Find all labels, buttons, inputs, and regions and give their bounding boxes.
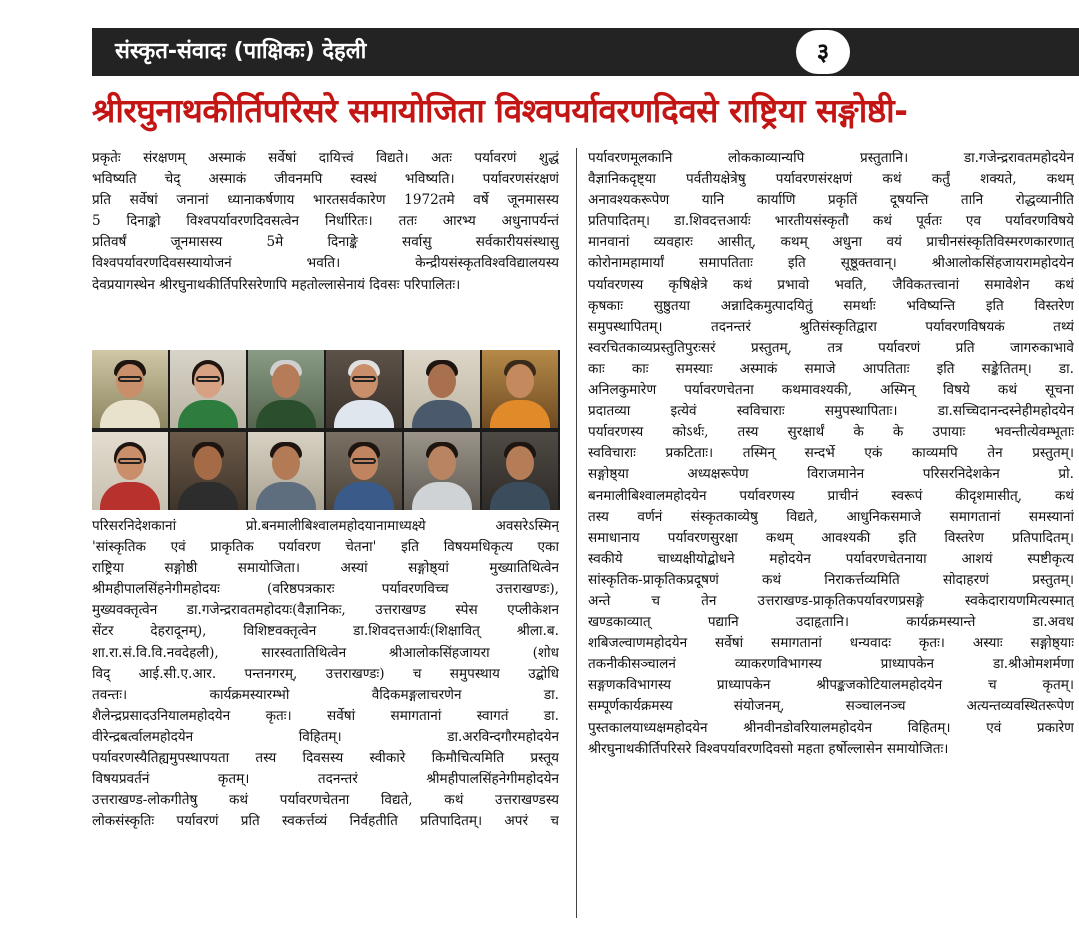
text-line: वीरेन्द्रबर्त्वालमहोदयेन विहितम्। डा.अरविन्दगौरमहोदयेन <box>92 728 559 745</box>
text-line: प्रतिपादितम्। डा.शिवदत्तआर्यः भारतीयसंस्कृतौ कथं पूर्वतः एव पर्यावरणविषये <box>588 213 1074 230</box>
text-line: प्रति सर्वेषां जनानां ध्यानाकर्षणाय भारतसर्वकारेण 1972तमे वर्षे जूनमासस्य <box>92 192 559 209</box>
text-line: वैज्ञानिकदृष्ट्या पर्वतीयक्षेत्रेषु पर्यावरणसंरक्षणं कथं कर्तुं शक्यते, कथम् <box>588 171 1074 188</box>
text-line: शा.रा.सं.वि.वि.नवदेहली), सारस्वतातिथित्वेन श्रीआलोकसिंहजायरा (शोध <box>92 644 559 661</box>
participant-tile <box>404 432 480 510</box>
text-line: श्रीमहीपालसिंहनेगीमहोदयः (वरिष्ठपत्रकारः पर्यावरणविच्च उत्तराखण्डः), <box>92 581 559 598</box>
participant-tile <box>92 350 168 428</box>
text-line: बनमालीबिश्वालमहोदयेन पर्यावरणस्य प्राचीनं स्वरूपं कीदृशमासीत्, कथं <box>588 487 1074 504</box>
text-line: कोरोनामहामार्यां समापतिताः इति सूष्ठूक्तवान्। श्रीआलोकसिंहजायरामहोदयेन <box>588 255 1074 272</box>
text-line: शैलेन्द्रप्रसादउनियालमहोदयेन कृतः। सर्वेषां समागतानां स्वागतं डा. <box>92 707 559 724</box>
page-number-badge: ३ <box>796 30 850 74</box>
column-divider <box>576 148 577 918</box>
text-line: समुपस्थापितम्। तदनन्तरं श्रुतिसंस्कृतिद्वारा पर्यावरणविषयकं तथ्यं <box>588 318 1074 335</box>
text-line: पर्यावरणस्य कोऽर्थः, तस्य सुरक्षार्थं के के उपायाः भवन्तीत्येवम्भूताः <box>588 424 1074 441</box>
participant-tile <box>92 432 168 510</box>
participant-tile <box>482 350 558 428</box>
text-line: परिसरनिदेशकानां प्रो.बनमालीबिश्वालमहोदयानामाध्यक्ष्ये अवसरेऽस्मिन् <box>92 518 559 534</box>
text-line: मानवानां व्यवहारः आसीत्, कथम् अधुना वयं प्राचीनसंस्कृतिविस्मरणकारणात् <box>588 234 1074 251</box>
text-line: उत्तराखण्ड-लोकगीतेषु कथं पर्यावरणचेतना विद्यते, कथं उत्तराखण्डस्य <box>92 792 559 809</box>
text-line: पर्यावरणमूलकानि लोककाव्यान्यपि प्रस्तुतानि। डा.गजेन्द्ररावतमहोदयेन <box>588 150 1074 166</box>
text-line: राष्ट्रिया सङ्गोष्ठी समायोजिता। अस्यां सङ्गोष्ठ्यां मुख्यातिथित्वेन <box>92 560 559 577</box>
text-line: लोकसंस्कृतिः पर्यावरणं प्रति स्वकर्त्तव्यं निर्वहतीति प्रतिपादितम्। अपरं च <box>92 813 559 830</box>
text-line: भविष्यति चेद् अस्माकं जीवनमपि स्वस्थं भविष्यति। पर्यावरणसंरक्षणं <box>92 171 559 188</box>
text-line: प्रतिवर्षं जूनमासस्य 5मे दिनाङ्के सर्वासु सर्वकारीयसंस्थासु <box>92 234 559 251</box>
text-line: सांस्कृतिक-प्राकृतिकप्रदूषणं कथं निराकर्त्तव्यमिति सोदाहरणं प्रस्तुतम्। <box>588 571 1074 588</box>
text-line: श्रीरघुनाथकीर्तिपरिसरे विश्वपर्यावरणदिवसो महता हर्षोल्लासेन समायोजितः। <box>588 740 949 757</box>
participant-tile <box>170 432 246 510</box>
text-line: काः काः समस्याः अस्माकं समाजे आपतिताः इति सङ्केतितम्। डा. <box>588 360 1074 377</box>
text-line: विषयप्रवर्तनं कृतम्। तदनन्तरं श्रीमहीपालसिंहनेगीमहोदयेन <box>92 771 559 788</box>
text-line: 5 दिनाङ्को विश्वपर्यावरणदिवसत्वेन निर्धारितः। ततः आरभ्य अधुनापर्यन्तं <box>92 213 559 230</box>
text-line: सङ्गोष्ठ्या अध्यक्षरूपेण विराजमानेन परिसरनिदेशकेन प्रो. <box>588 466 1074 483</box>
participant-tile <box>248 350 324 428</box>
text-line: देवप्रयागस्थेन श्रीरघुनाथकीर्तिपरिसरेणापि महतोल्लासेनायं दिवसः परिपालितः। <box>92 276 461 293</box>
participant-tile <box>404 350 480 428</box>
article-left-bottom <box>92 516 559 918</box>
text-line: अनिलकुमारेण पर्यावरणचेतना कथमावश्यकी, अस्मिन् विषये कथं सूचना <box>588 382 1074 399</box>
text-line: पर्यावरणस्यैतिह्यमुपस्थापयता तस्य दिवसस्य स्वीकारे किमौचित्यमिति प्रस्तूय <box>92 750 559 767</box>
text-line: कृषकाः सुष्ठुतया अन्नादिकमुत्पादयितुं समर्थाः भविष्यन्ति इति विस्तरेण <box>588 297 1074 314</box>
video-conference-photo <box>92 350 560 510</box>
participant-tile <box>326 432 402 510</box>
article-left-top <box>92 148 559 338</box>
text-line: स्वविचाराः प्रकटिताः। तस्मिन् सन्दर्भे एकं काव्यमपि तेन प्रस्तुतम्। <box>588 445 1074 462</box>
participant-tile <box>248 432 324 510</box>
text-line: 'सांस्कृतिक एवं प्राकृतिक पर्यावरण चेतना' इति विषयमधिकृत्य एका <box>92 539 559 556</box>
text-line: शबिजल्वाणमहोदयेन सर्वेषां समागतानां धन्यवादः कृतः। अस्याः सङ्गोष्ठ्याः <box>588 635 1074 652</box>
text-line: सङ्गणकविभागस्य प्राध्यापकेन श्रीपङ्कजकोटियालमहोदयेन च कृतम्। <box>588 677 1074 694</box>
text-line: समाधानाय पर्यावरणसुरक्षा कथम् आवश्यकी इति विस्तरेण प्रतिपादितम्। <box>588 529 1074 546</box>
text-line: अन्ते च तेन उत्तराखण्ड-प्राकृतिकपर्यावरणप्रसङ्गे स्वकेदारायणमित्यस्मात् <box>588 592 1074 609</box>
article-right-column <box>588 148 1074 918</box>
text-line: प्रदातव्या इत्येवं स्वविचाराः समुपस्थापिताः। डा.सच्चिदानन्दस्नेहीमहोदयेन <box>588 403 1074 420</box>
text-line: अनावश्यकरूपेण यानि कार्याणि प्रकृतिं दूषयन्ति तानि रोद्धव्यानीति <box>588 192 1074 209</box>
text-line: विद् आई.सी.ए.आर. पन्तनगरम्, उत्तराखण्डः) च समुपस्थाय उद्बोधि <box>92 665 559 682</box>
text-line: पुस्तकालयाध्यक्षमहोदयेन श्रीनवीनडोवरियालमहोदयेन विहितम्। एवं प्रकारेण <box>588 719 1074 736</box>
text-line: खण्डकाव्यात् पद्यानि उदाहृतानि। कार्यक्रमस्यान्ते डा.अवध <box>588 614 1074 631</box>
text-line: सम्पूर्णकार्यक्रमस्य संयोजनम्, सञ्चालनञ्च अत्यन्तव्यवस्थितरूपेण <box>588 698 1074 715</box>
participant-tile <box>170 350 246 428</box>
text-line: मुख्यवक्तृत्वेन डा.गजेन्द्ररावतमहोदयः(वैज्ञानिकः, उत्तराखण्ड स्पेस एप्लीकेशन <box>92 602 559 619</box>
article-headline: श्रीरघुनाथकीर्तिपरिसरे समायोजिता विश्वपर्यावरणदिवसे राष्ट्रिया सङ्गोष्ठी- <box>92 91 908 130</box>
text-line: तवन्तः। कार्यक्रमस्यारम्भो वैदिकमङ्गलाचरणेन डा. <box>92 686 559 703</box>
text-line: प्रकृतेः संरक्षणम् अस्माकं सर्वेषां दायित्त्वं विद्यते। अतः पर्यावरणं शुद्धं <box>92 150 559 166</box>
text-line: सेंटर देहरादूनम्), विशिष्टवक्तृत्वेन डा.शिवदत्तआर्यः(शिक्षावित् श्रीला.ब. <box>92 623 559 640</box>
text-line: स्वकीये चाध्यक्षीयोद्बोधने महोदयेन पर्यावरणचेतनाया आशयं स्पष्टीकृत्य <box>588 550 1074 567</box>
text-line: विश्वपर्यावरणदिवसस्यायोजनं भवति। केन्द्रीयसंस्कृतविश्वविद्यालयस्य <box>92 255 559 272</box>
text-line: तकनीकीसञ्चालनं व्याकरणविभागस्य प्राध्यापकेन डा.श्रीओमशर्मणा <box>588 656 1074 673</box>
text-line: पर्यावरणस्य कृषिक्षेत्रे कथं प्रभावो भवति, जैविकतत्त्वानां समावेशेन कथं <box>588 276 1074 293</box>
text-line: स्वरचितकाव्यप्रस्तुतिपुरःसरं प्रस्तुतम्, तत्र पर्यावरणं प्रति जागरुकाभावे <box>588 339 1074 356</box>
text-line: तस्य वर्णनं संस्कृतकाव्येषु विद्यते, आधुनिकसमाजे समागतानां समस्यानां <box>588 508 1074 525</box>
participant-tile <box>326 350 402 428</box>
participant-tile <box>482 432 558 510</box>
publication-title: संस्कृत-संवादः (पाक्षिकः) देहली <box>115 39 367 64</box>
